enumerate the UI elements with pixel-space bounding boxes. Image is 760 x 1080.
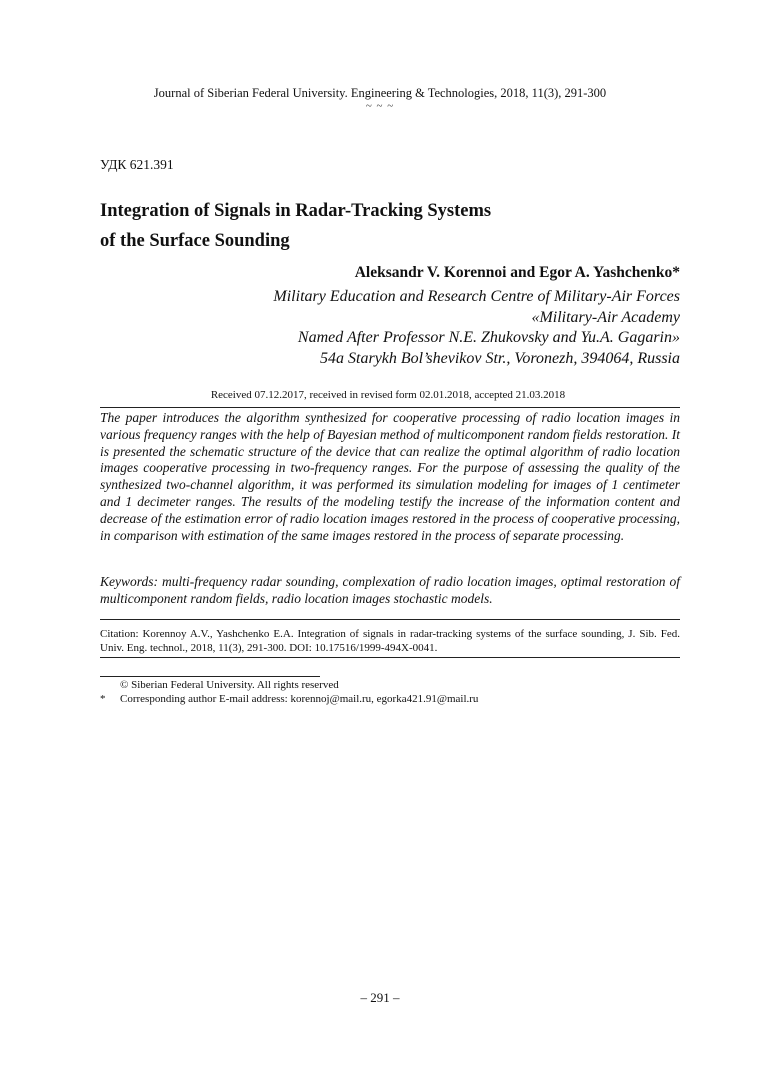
abstract: The paper introduces the algorithm synthesized for cooperative processing of radio location images in various frequency ranges with the help of Bayesian method of multicomponent random fields restoration. It is presented the schematic structure of the device that can realize the optimal algorithm of radio location images cooperative processing in two-frequency ranges. For the purpose of assessing the quality of the synthesized two-channel algorithm, it was performed its simulation modeling for images of 1 centimeter and 1 decimeter ranges. The results of the modeling testify the increase of the information content and decrease of the estimation error of radio location images restored in the process of cooperative processing, in comparison with estimation of the same images restored in the process of separate processing. <box>100 410 680 543</box>
corresponding-text: Corresponding author E-mail address: korennoj@mail.ru, egorka421.91@mail.ru <box>120 693 479 705</box>
authors: Aleksandr V. Korennoi and Egor A. Yashchenko* <box>354 264 680 281</box>
citation-bottom-divider <box>100 657 680 658</box>
citation: Citation: Korennoy A.V., Yashchenko E.A. Integration of signals in radar-tracking systems of the surface sounding, J. Sib. Fed. Univ. Eng. technol., 2018, 11(3), 291-300. DOI: 10.17516/1999-494X-0041. <box>100 628 680 654</box>
title-line-2: of the Surface Sounding <box>100 231 290 251</box>
affiliation-line: 54a Starykh Bol’shevikov Str., Voronezh, 394064, Russia <box>320 349 680 367</box>
citation-top-divider <box>100 619 680 620</box>
page-number: – 291 – <box>360 990 400 1005</box>
header-separator: ~ ~ ~ <box>365 100 395 112</box>
affiliation-line: «Military-Air Academy <box>531 308 680 326</box>
udk-code: УДК 621.391 <box>100 157 174 172</box>
affiliation <box>273 287 680 369</box>
received-dates: Received 07.12.2017, received in revised form 02.01.2018, accepted 21.03.2018 <box>210 389 566 401</box>
footnote-corresponding <box>100 693 680 706</box>
top-divider <box>100 407 680 408</box>
journal-header: Journal of Siberian Federal University. Engineering & Technologies, 2018, 11(3), 291-300 <box>153 86 607 100</box>
affiliation-line: Military Education and Research Centre of Military-Air Forces <box>273 288 680 305</box>
copyright-text: © Siberian Federal University. All rights reserved <box>120 679 339 691</box>
footnote-divider <box>100 676 320 677</box>
footnote-copyright <box>100 679 680 692</box>
title-line-1: Integration of Signals in Radar-Tracking Systems <box>100 201 492 221</box>
keywords: Keywords: multi-frequency radar sounding, complexation of radio location images, optimal restoration of multicomponent random fields, radio location images stochastic models. <box>100 574 680 606</box>
affiliation-line: Named After Professor N.E. Zhukovsky and Yu.A. Gagarin» <box>297 329 680 346</box>
paper-title <box>100 196 660 256</box>
asterisk-mark: * <box>100 693 106 705</box>
